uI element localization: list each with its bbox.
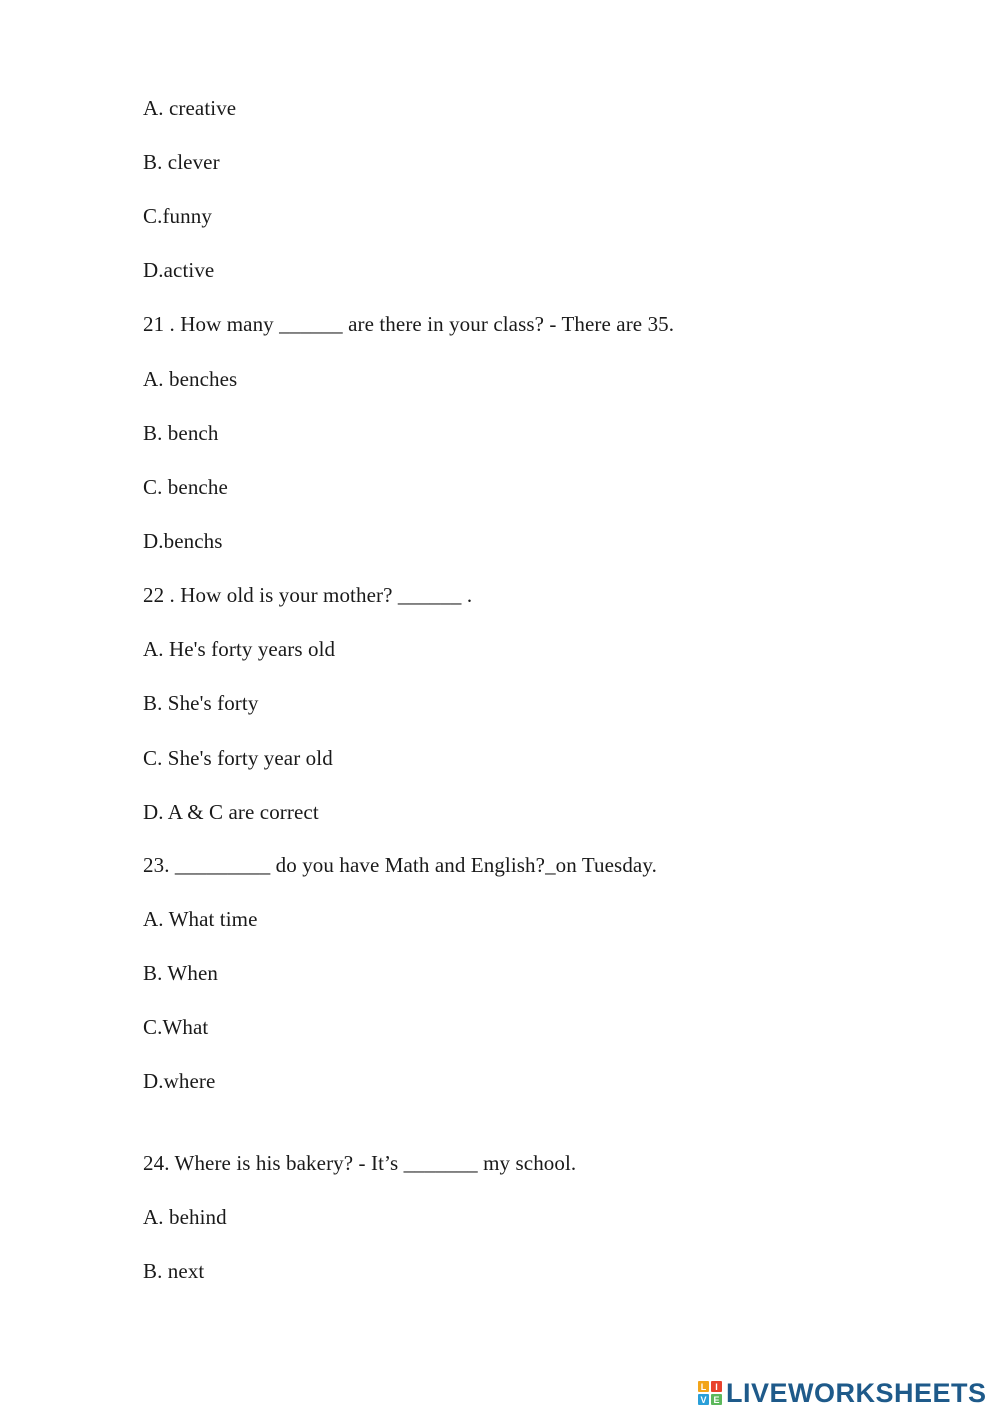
question-22-option-a: A. He's forty years old bbox=[143, 637, 336, 661]
question-22-option-d: D. A & C are correct bbox=[143, 800, 319, 824]
logo-wordmark: LIVEWORKSHEETS bbox=[726, 1378, 987, 1408]
question-21-text: 21 . How many ______ are there in your class? - There are 35. bbox=[143, 312, 675, 336]
question-24-option-a: A. behind bbox=[143, 1205, 227, 1229]
question-23-option-b: B. When bbox=[143, 961, 218, 985]
question-23-option-d: D.where bbox=[143, 1069, 216, 1093]
question-21-option-d: D.benchs bbox=[143, 529, 223, 553]
logo-cell-e: E bbox=[711, 1394, 722, 1405]
question-23-option-c: C.What bbox=[143, 1015, 209, 1039]
logo-cell-i: I bbox=[711, 1381, 722, 1392]
logo-cell-l: L bbox=[698, 1381, 709, 1392]
question-21-option-b: B. bench bbox=[143, 421, 219, 445]
question-20-option-c: C.funny bbox=[143, 204, 212, 228]
question-20-option-a: A. creative bbox=[143, 96, 237, 120]
question-21-option-a: A. benches bbox=[143, 367, 238, 391]
liveworksheets-logo bbox=[698, 1376, 987, 1410]
question-22-option-c: C. She's forty year old bbox=[143, 746, 333, 770]
question-20-option-b: B. clever bbox=[143, 150, 220, 174]
question-21-option-c: C. benche bbox=[143, 475, 228, 499]
liveworksheets-logo-icon bbox=[698, 1381, 722, 1405]
question-22-option-b: B. She's forty bbox=[143, 691, 259, 715]
question-23-text: 23. _________ do you have Math and English?_on Tuesday. bbox=[143, 853, 657, 877]
question-22-text: 22 . How old is your mother? ______ . bbox=[143, 583, 473, 607]
logo-cell-v: V bbox=[698, 1394, 709, 1405]
question-20-option-d: D.active bbox=[143, 258, 215, 282]
question-24-text: 24. Where is his bakery? - It’s _______ my school. bbox=[143, 1151, 577, 1175]
question-24-option-b: B. next bbox=[143, 1259, 205, 1283]
question-23-option-a: A. What time bbox=[143, 907, 258, 931]
